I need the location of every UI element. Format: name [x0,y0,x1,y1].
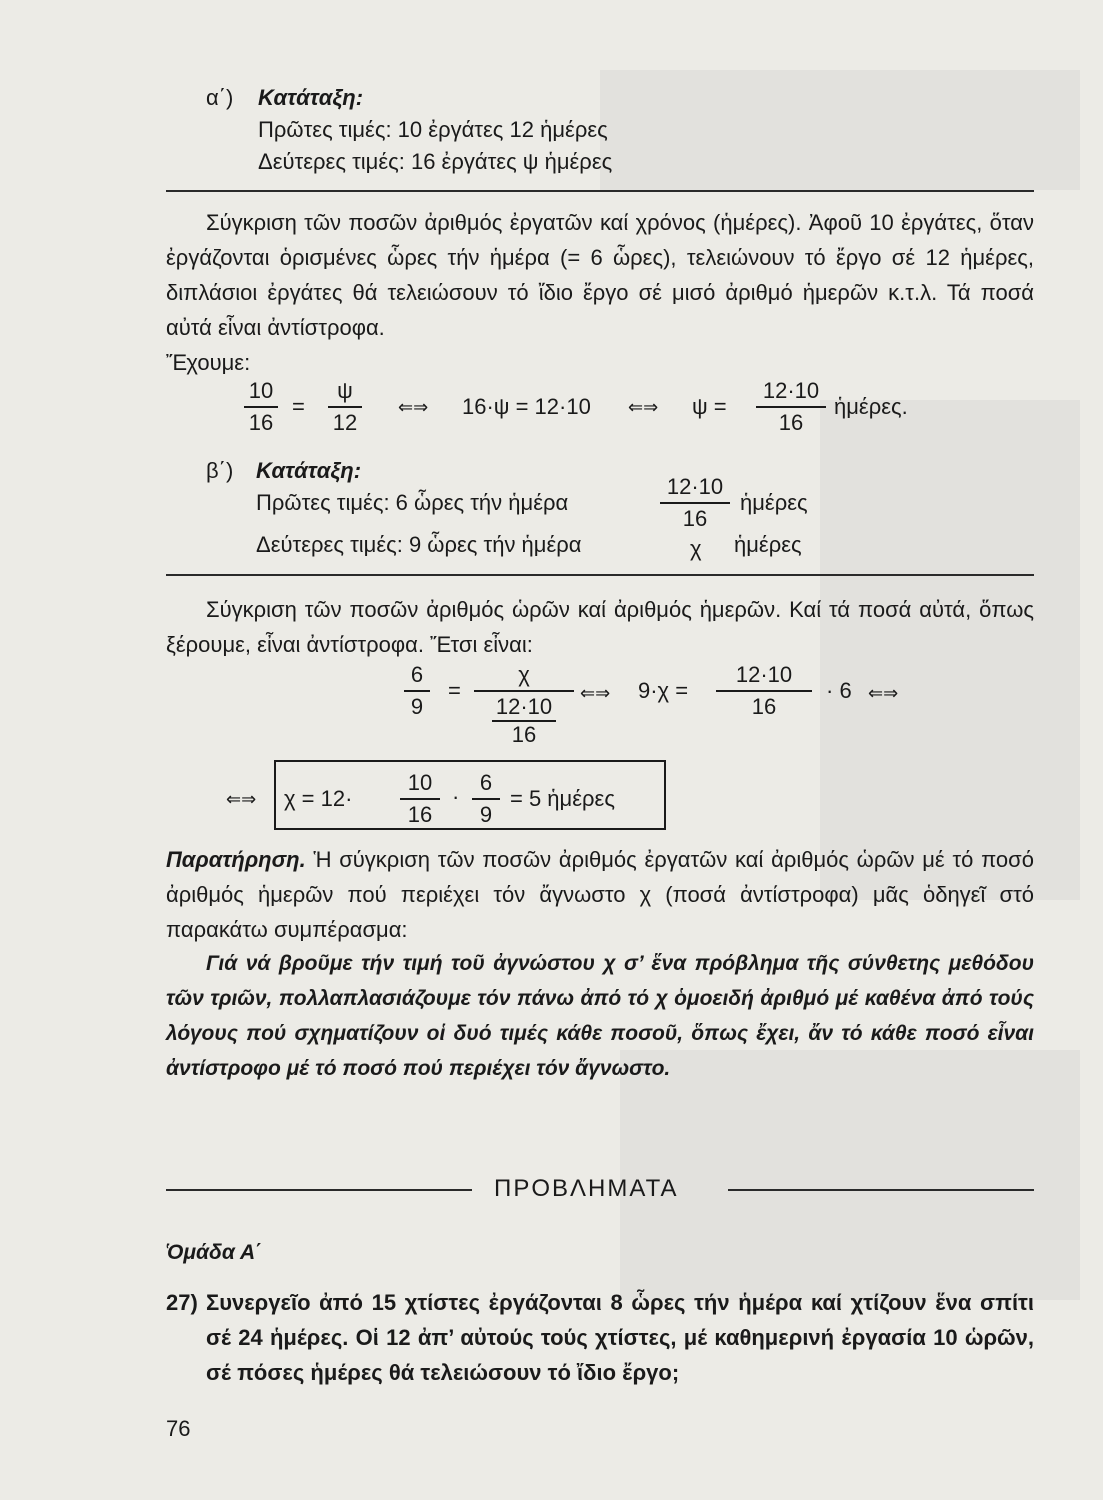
comparison-paragraph-2 [166,592,1034,662]
bleed-through-top [600,70,1080,190]
eq2-f3-denominator: 16 [751,694,777,719]
eq3-fraction-6-9 [472,770,500,828]
bleed-through-bottom [620,1050,1080,1300]
eq3-fraction-10-16 [400,770,440,828]
section-b-second-values: Δεύτερες τιμές: 9 ὧρες τήν ἡμέρα [256,532,582,557]
eq3-f2-numerator: 6 [472,770,500,800]
page-number: 76 [166,1416,191,1441]
eq3-lhs: χ = 12· [284,786,353,811]
eq2-tail: · 6 [826,678,852,703]
section-b-frac-denominator: 16 [682,506,708,531]
section-a-first-values: Πρῶτες τιμές: 10 ἐργάτες 12 ἡμέρες [258,117,608,142]
section-b-chi: χ [690,536,702,561]
eq2-f2-denominator [474,692,574,748]
eq1-f3-denominator: 16 [778,410,804,435]
rule-text: Γιά νά βροῦμε τήν τιμή τοῦ ἀγνώστου χ σ’ ἕνα πρόβλημα τῆς σύνθετης μεθόδου τῶν τριῶν, πολλαπλασιάζουμε τόν πάνω ἀπό τό χ ὁμοειδή ἀριθμό μέ καθένα ἀπό τούς λόγους πού σχηματίζουν οἱ δυό τιμές κάθε ποσοῦ, ὅπως ἔχει, ἄν τό κάθε ποσό εἶναι ἀντίστροφο μέ τό ποσό πού περιέχει τόν ἄγνωστο. [166,952,1034,1080]
divider-b [166,574,1034,576]
section-b-fraction [660,474,730,532]
eq3-f1-denominator: 16 [407,802,433,827]
comparison-2-text: Σύγκριση τῶν ποσῶν ἀριθμός ὡρῶν καί ἀριθμός ἡμερῶν. Καί τά ποσά αὐτά, ὅπως ξέρουμε, εἶναι ἀντίστροφα. Ἔτσι εἶναι: [166,597,1034,657]
eq3-f2-denominator: 9 [479,802,493,827]
group-label: Ὁμάδα Α΄ [166,1241,263,1264]
problems-rule-left [166,1189,472,1191]
eq2-f2-den-denominator: 16 [511,722,537,747]
echoume-label: Ἔχουμε: [166,350,251,375]
eq1-arrow: ⇐⇒ [398,397,429,417]
note-paragraph [166,842,1034,947]
eq1-f2-numerator: ψ [328,378,362,408]
note-heading: Παρατήρηση. [166,847,306,872]
eq1-arrow-2: ⇐⇒ [628,397,659,417]
eq1-f1-denominator: 16 [248,410,274,435]
eq2-f1-numerator: 6 [404,662,430,692]
section-a-heading: Κατάταξη: [258,85,364,110]
eq3-rhs: = 5 ἡμέρες [510,786,615,811]
problem-27-text: Συνεργεῖο ἀπό 15 χτίστες ἐργάζονται 8 ὧρες τήν ἡμέρα καί χτίζουν ἕνα σπίτι σέ 24 ἡμέρες. Οἱ 12 ἀπ’ αὐτούς τούς χτίστες, μέ καθημερινή ἐργασία 10 ὡρῶν, σέ πόσες ἡμέρες θά τελειώσουν τό ἴδιο ἔργο; [206,1290,1034,1385]
eq3-arrow: ⇐⇒ [226,789,257,809]
eq3-f1-numerator: 10 [400,770,440,800]
eq2-arrow-2: ⇐⇒ [868,683,899,703]
eq1-fraction-psi-12 [328,378,362,436]
section-b-label: β΄) [206,458,234,483]
eq1-fraction-10-16 [244,378,278,436]
section-b-heading: Κατάταξη: [256,458,362,483]
eq1-f3-numerator: 12·10 [756,378,826,408]
eq2-f1-denominator: 9 [410,694,424,719]
eq2-equals: = [448,678,461,703]
section-a-label: α΄) [206,85,234,110]
eq2-fraction-result [716,662,812,720]
section-a-second-values: Δεύτερες τιμές: 16 ἐργάτες ψ ἡμέρες [258,149,613,174]
eq1-middle: 16·ψ = 12·10 [462,394,591,419]
eq2-f2-den-numerator: 12·10 [492,694,556,722]
eq2-f2-numerator: χ [474,662,574,692]
eq1-psi-equals: ψ = [692,394,727,419]
eq2-middle: 9·χ = [638,678,689,703]
section-b-first-unit: ἡμέρες [740,490,808,515]
eq1-f1-numerator: 10 [244,378,278,408]
eq2-fraction-6-9 [404,662,430,720]
divider-a [166,190,1034,192]
eq1-equals: = [292,394,305,419]
comparison-paragraph-1 [166,205,1034,380]
section-b-first-values: Πρῶτες τιμές: 6 ὧρες τήν ἡμέρα [256,490,569,515]
problem-27-number: 27) [166,1290,198,1315]
eq2-compound-fraction [474,662,574,748]
section-b-frac-numerator: 12·10 [660,474,730,504]
eq1-f2-denominator: 12 [332,410,358,435]
eq1-fraction-result [756,378,826,436]
note-text: Ἡ σύγκριση τῶν ποσῶν ἀριθμός ἐργατῶν καί ἀριθμός ὡρῶν μέ τό ποσό ἀριθμός ἡμερῶν πού περιέχει τόν ἄγνωστο χ (ποσά ἀντίστροφα) μᾶς ὁδηγεῖ στό παρακάτω συμπέρασμα: [166,847,1034,942]
comparison-1-text: Σύγκριση τῶν ποσῶν ἀριθμός ἐργατῶν καί χρόνος (ἡμέρες). Ἀφοῦ 10 ἐργάτες, ὅταν ἐργάζονται ὁρισμένες ὧρες τήν ἡμέρα (= 6 ὧρες), τελειώνουν τό ἔργο σέ 12 ἡμέρες, διπλάσιοι ἐργάτες θά τελειώσουν τό ἴδιο ἔργο σέ μισό ἀριθμό ἡμερῶν κ.τ.λ. Τά ποσά αὐτά εἶναι ἀντίστροφα. [166,210,1034,340]
eq1-unit: ἡμέρες. [834,394,908,419]
rule-paragraph [166,946,1034,1086]
eq2-f3-numerator: 12·10 [716,662,812,692]
eq2-arrow: ⇐⇒ [580,683,611,703]
eq3-dot: · [452,784,460,809]
section-b-second-unit: ἡμέρες [734,532,802,557]
problems-rule-right [728,1189,1034,1191]
problems-title: ΠΡΟΒΛΗΜΑΤΑ [494,1175,679,1202]
